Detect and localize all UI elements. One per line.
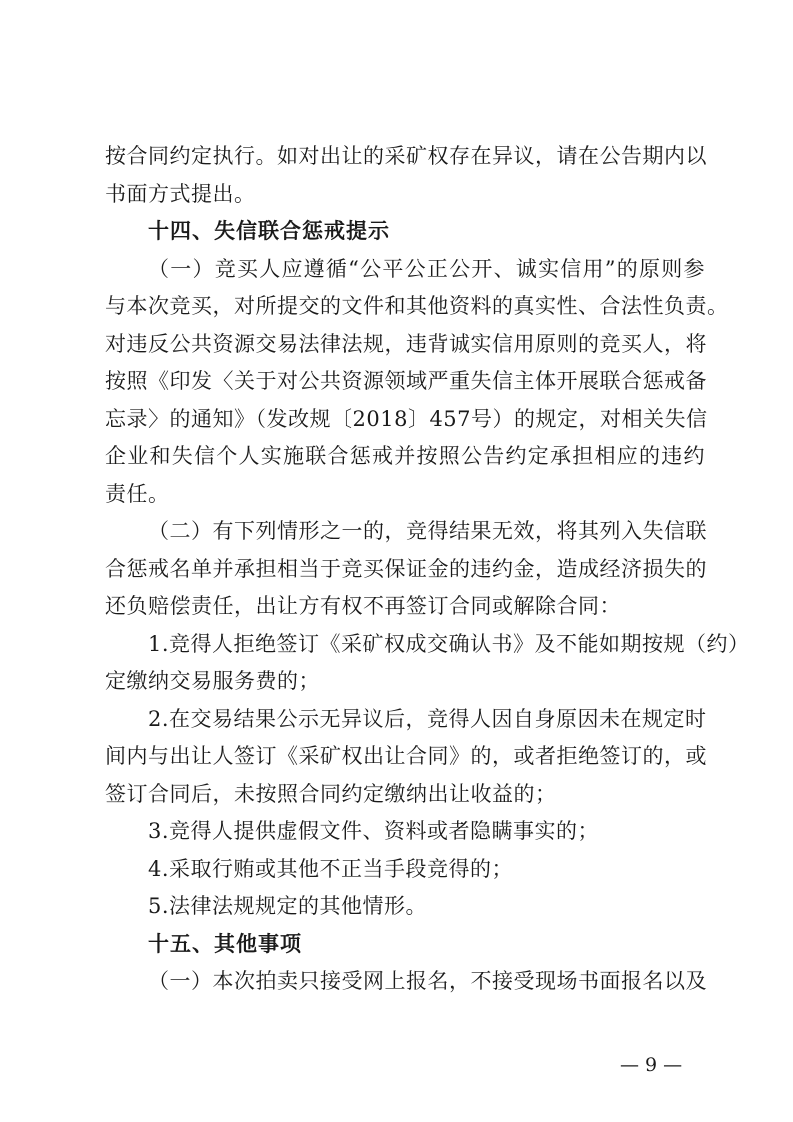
- paragraph-line: （一）竞买人应遵循“公平公正公开、诚实信用”的原则参: [148, 256, 705, 281]
- paragraph-line: 按合同约定执行。如对出让的采矿权存在异议，请在公告期内以: [105, 144, 707, 168]
- paragraph-line: 签订合同后，未按照合同约定缴纳出让收益的；: [105, 781, 557, 806]
- paragraph-line: 间内与出让人签订《采矿权出让合同》的，或者拒绝签订的，或: [105, 744, 707, 768]
- paragraph-line: 还负赔偿责任，出让方有权不再签订合同或解除合同：: [105, 594, 621, 618]
- paragraph-line: （一）本次拍卖只接受网上报名，不接受现场书面报名以及: [148, 969, 707, 993]
- paragraph-line: （二）有下列情形之一的，竞得结果无效，将其列入失信联: [148, 519, 707, 543]
- list-item: 5.法律法规规定的其他情形。: [148, 894, 428, 918]
- section-heading: 十五、其他事项: [148, 931, 302, 956]
- paragraph-line: 书面方式提出。: [105, 181, 256, 206]
- section-heading: 十四、失信联合惩戒提示: [148, 219, 390, 243]
- list-item: 4.采取行贿或其他不正当手段竞得的；: [148, 856, 514, 881]
- paragraph-line: 忘录〉的通知》（发改规〔2018〕457号）的规定，对相关失信: [105, 406, 708, 431]
- list-item: 2.在交易结果公示无异议后，竞得人因自身原因未在规定时: [148, 706, 707, 731]
- paragraph-line: 按照《印发〈关于对公共资源领域严重失信主体开展联合惩戒备: [105, 369, 707, 393]
- list-item: 1.竞得人拒绝签订《采矿权成交确认书》及不能如期按规（约）: [148, 631, 750, 656]
- page-number: — 9 —: [620, 1054, 683, 1076]
- paragraph-line: 对违反公共资源交易法律法规，违背诚实信用原则的竞买人，将: [105, 331, 707, 356]
- paragraph-line: 责任。: [105, 481, 170, 506]
- paragraph-line: 合惩戒名单并承担相当于竞买保证金的违约金，造成经济损失的: [105, 556, 707, 581]
- list-item: 3.竞得人提供虚假文件、资料或者隐瞒事实的；: [148, 819, 600, 843]
- paragraph-line: 与本次竞买，对所提交的文件和其他资料的真实性、合法性负责。: [105, 294, 729, 318]
- paragraph-line: 定缴纳交易服务费的；: [105, 669, 320, 693]
- paragraph-line: 企业和失信个人实施联合惩戒并按照公告约定承担相应的违约: [105, 444, 705, 468]
